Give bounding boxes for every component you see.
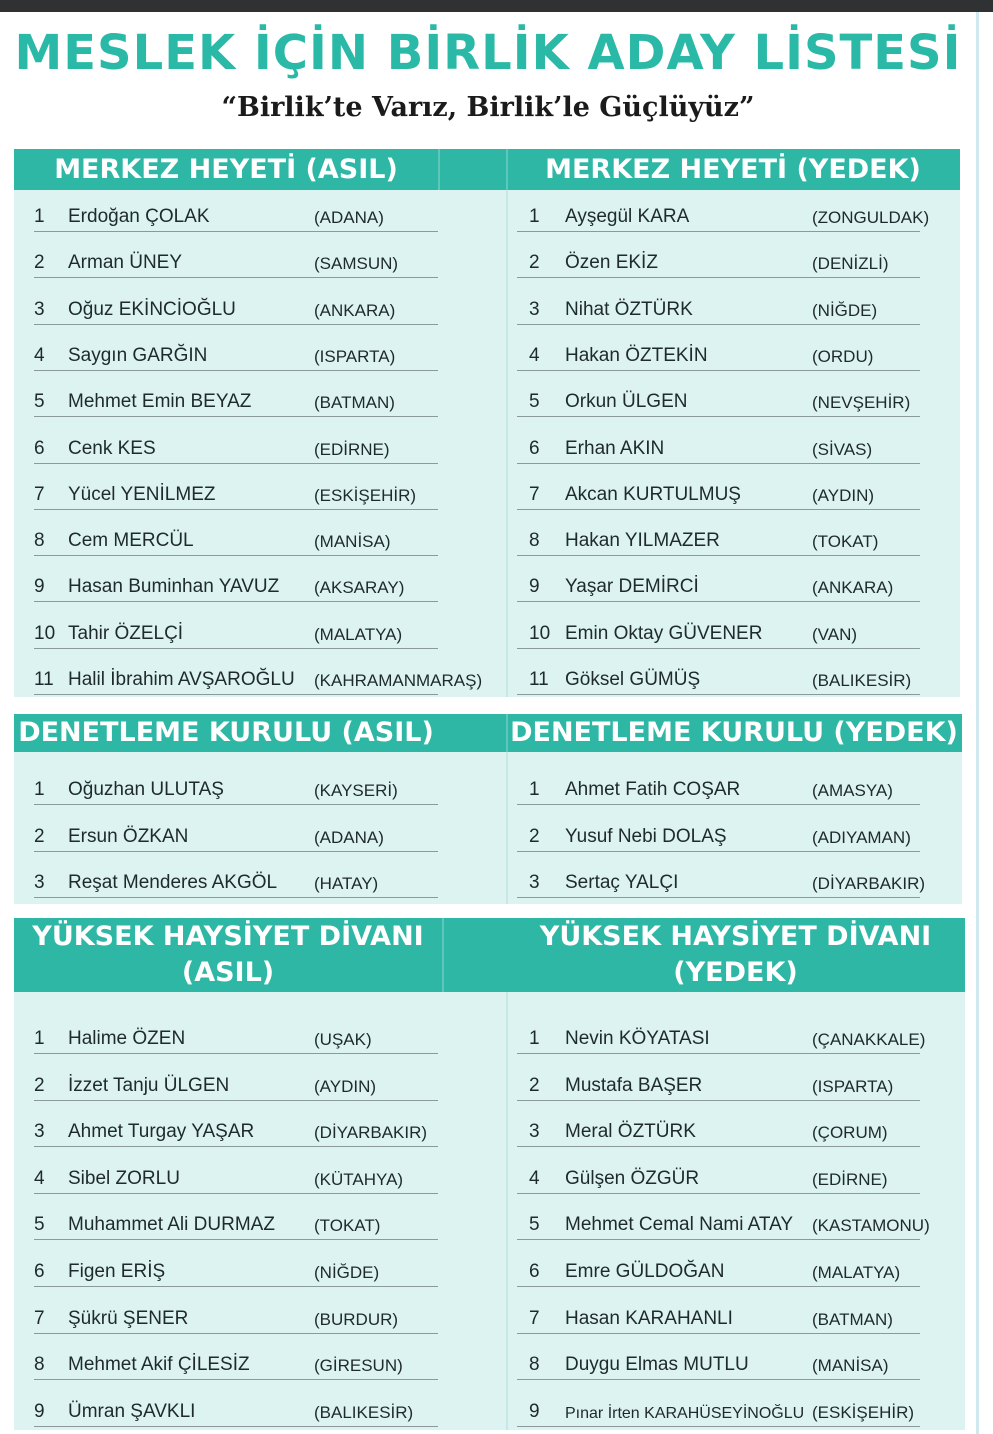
candidate-name: İzzet Tanju ÜLGEN bbox=[68, 1074, 230, 1096]
candidate-name: Erdoğan ÇOLAK bbox=[68, 206, 210, 227]
section-title-asil: DENETLEME KURULU (ASIL) bbox=[18, 717, 434, 748]
candidate-number: 2 bbox=[34, 252, 45, 274]
page-title: MESLEK İÇİN BİRLİK ADAY LİSTESİ bbox=[14, 25, 962, 81]
candidate-city: (ANKARA) bbox=[314, 300, 396, 320]
candidate-name: Emin Oktay GÜVENER bbox=[565, 622, 763, 644]
section-title-yedek: DENETLEME KURULU (YEDEK) bbox=[510, 717, 958, 748]
candidate-number: 8 bbox=[529, 1354, 540, 1376]
candidate-number: 5 bbox=[529, 391, 540, 413]
candidate-name: Erhan AKIN bbox=[565, 437, 665, 459]
candidate-name: Emre GÜLDOĞAN bbox=[565, 1261, 725, 1282]
candidate-city: (UŞAK) bbox=[314, 1030, 372, 1049]
list-item bbox=[14, 852, 962, 898]
candidate-name: Meral ÖZTÜRK bbox=[565, 1121, 696, 1143]
candidate-city: (AMASYA) bbox=[812, 781, 893, 800]
candidate-number: 3 bbox=[529, 872, 540, 893]
candidate-city: (ESKİŞEHİR) bbox=[812, 1402, 915, 1422]
candidate-city: (MANİSA) bbox=[314, 532, 391, 552]
candidate-name: Ersun ÖZKAN bbox=[68, 825, 189, 847]
candidate-name: Oğuzhan ULUTAŞ bbox=[68, 779, 224, 800]
candidate-number: 11 bbox=[529, 669, 549, 690]
candidate-name: Özen EKİZ bbox=[565, 252, 658, 274]
candidate-city: (MANİSA) bbox=[812, 1356, 889, 1376]
candidate-name: Hakan YILMAZER bbox=[565, 530, 720, 552]
candidate-number: 2 bbox=[34, 1074, 45, 1096]
list-item bbox=[14, 1288, 965, 1334]
row-rule bbox=[517, 1426, 920, 1427]
candidate-number: 9 bbox=[529, 576, 540, 598]
candidate-city: (ANKARA) bbox=[812, 578, 894, 598]
candidate-name: Saygın GARĞIN bbox=[68, 344, 208, 366]
list-item bbox=[14, 232, 960, 278]
candidate-number: 9 bbox=[529, 1400, 540, 1422]
candidate-city: (EDİRNE) bbox=[812, 1169, 888, 1189]
candidate-city: (ÇANAKKALE) bbox=[812, 1030, 926, 1049]
candidate-city: (BALIKESİR) bbox=[812, 671, 912, 690]
candidate-number: 11 bbox=[34, 669, 54, 690]
candidate-number: 8 bbox=[34, 1354, 45, 1376]
candidate-city: (ISPARTA) bbox=[314, 346, 396, 366]
candidate-name: Sertaç YALÇI bbox=[565, 872, 679, 893]
candidate-name: Akcan KURTULMUŞ bbox=[565, 483, 741, 505]
candidate-number: 1 bbox=[529, 206, 540, 227]
candidate-number: 4 bbox=[529, 1167, 540, 1189]
list-item bbox=[14, 1101, 965, 1147]
candidate-name: Figen ERİŞ bbox=[68, 1261, 166, 1282]
candidate-name: Reşat Menderes AKGÖL bbox=[68, 872, 278, 893]
candidate-name: Mehmet Cemal Nami ATAY bbox=[565, 1214, 794, 1236]
candidate-city: (BALIKESİR) bbox=[314, 1402, 414, 1422]
list-item bbox=[14, 1194, 965, 1240]
candidate-city: (AYDIN) bbox=[314, 1076, 377, 1096]
candidate-name: Muhammet Ali DURMAZ bbox=[68, 1214, 275, 1236]
list-item bbox=[14, 1334, 965, 1380]
candidate-city: (KASTAMONU) bbox=[812, 1216, 930, 1236]
candidate-city: (HATAY) bbox=[314, 874, 379, 893]
candidate-name: Mehmet Emin BEYAZ bbox=[68, 391, 252, 413]
candidate-name: Oğuz EKİNCİOĞLU bbox=[68, 298, 236, 320]
candidate-number: 2 bbox=[529, 252, 540, 274]
candidate-name: Mehmet Akif ÇİLESİZ bbox=[68, 1354, 250, 1376]
section-yuksek-haysiyet-divani bbox=[14, 918, 965, 1430]
section-denetleme-kurulu bbox=[14, 714, 962, 904]
list-item bbox=[14, 1055, 965, 1101]
candidate-name: Hakan ÖZTEKİN bbox=[565, 344, 708, 366]
candidate-number: 1 bbox=[529, 779, 540, 800]
candidate-number: 5 bbox=[34, 1214, 45, 1236]
candidate-number: 2 bbox=[34, 825, 45, 847]
candidate-number: 6 bbox=[34, 1261, 45, 1282]
candidate-number: 1 bbox=[34, 779, 45, 800]
candidate-name: Mustafa BAŞER bbox=[565, 1074, 703, 1096]
candidate-number: 6 bbox=[529, 437, 540, 459]
candidate-city: (DİYARBAKIR) bbox=[314, 1123, 428, 1143]
candidate-city: (NİĞDE) bbox=[314, 1263, 380, 1282]
candidate-city: (VAN) bbox=[812, 624, 858, 644]
candidate-name: Cem MERCÜL bbox=[68, 530, 194, 552]
candidate-city: (ADANA) bbox=[314, 827, 384, 847]
candidate-name: Yusuf Nebi DOLAŞ bbox=[565, 825, 727, 847]
list-item bbox=[14, 418, 960, 464]
section-title-asil: MERKEZ HEYETİ (ASIL) bbox=[54, 153, 398, 185]
candidate-number: 10 bbox=[529, 622, 551, 644]
section-header bbox=[14, 918, 965, 992]
candidate-name: Duygu Elmas MUTLU bbox=[565, 1354, 749, 1376]
candidate-name: Arman ÜNEY bbox=[68, 252, 183, 274]
candidate-city: (ÇORUM) bbox=[812, 1123, 888, 1143]
candidate-name: Yücel YENİLMEZ bbox=[68, 483, 216, 505]
candidate-name: Orkun ÜLGEN bbox=[565, 391, 688, 413]
page-edge bbox=[976, 12, 979, 1434]
candidate-number: 4 bbox=[34, 1167, 45, 1189]
candidate-city: (ADIYAMAN) bbox=[812, 827, 911, 847]
candidate-number: 3 bbox=[529, 298, 540, 320]
candidate-city: (DİYARBAKIR) bbox=[812, 874, 926, 893]
candidate-number: 8 bbox=[34, 530, 45, 552]
candidate-number: 9 bbox=[34, 1400, 45, 1422]
candidate-number: 5 bbox=[529, 1214, 540, 1236]
candidate-name: Ümran ŞAVKLI bbox=[68, 1400, 196, 1422]
candidate-city: (BURDUR) bbox=[314, 1309, 399, 1329]
candidate-name: Şükrü ŞENER bbox=[68, 1307, 189, 1329]
candidate-name: Nevin KÖYATASI bbox=[565, 1028, 710, 1049]
candidate-name: Sibel ZORLU bbox=[68, 1167, 180, 1189]
candidate-number: 9 bbox=[34, 576, 45, 598]
candidate-name: Ayşegül KARA bbox=[565, 206, 690, 227]
section-title-yedek: YÜKSEK HAYSİYET DİVANI (YEDEK) bbox=[539, 921, 932, 988]
candidate-city: (MALATYA) bbox=[812, 1263, 901, 1282]
candidate-number: 3 bbox=[34, 872, 45, 893]
candidate-number: 7 bbox=[529, 1307, 540, 1329]
candidate-number: 2 bbox=[529, 825, 540, 847]
candidate-name: Halime ÖZEN bbox=[68, 1028, 186, 1049]
list-item bbox=[14, 279, 960, 325]
candidate-number: 3 bbox=[34, 1121, 45, 1143]
candidate-city: (NİĞDE) bbox=[812, 300, 878, 320]
candidate-city: (EDİRNE) bbox=[314, 439, 390, 459]
candidate-city: (GİRESUN) bbox=[314, 1356, 403, 1376]
header-divider bbox=[438, 149, 440, 190]
candidate-city: (ZONGULDAK) bbox=[812, 208, 930, 227]
candidate-name: Pınar İrten KARAHÜSEYİNOĞLU bbox=[565, 1404, 805, 1422]
list-item bbox=[14, 371, 960, 417]
candidate-name: Cenk KES bbox=[68, 437, 156, 459]
candidate-number: 1 bbox=[34, 1028, 45, 1049]
candidate-city: (KÜTAHYA) bbox=[314, 1169, 404, 1189]
list-item bbox=[14, 1148, 965, 1194]
list-item bbox=[14, 1381, 965, 1427]
candidate-number: 6 bbox=[529, 1261, 540, 1282]
candidate-city: (BATMAN) bbox=[314, 393, 395, 413]
candidate-number: 4 bbox=[529, 344, 540, 366]
list-item bbox=[14, 1241, 965, 1287]
list-item bbox=[14, 556, 960, 602]
candidate-number: 6 bbox=[34, 437, 45, 459]
candidate-city: (NEVŞEHİR) bbox=[812, 393, 911, 413]
candidate-city: (AYDIN) bbox=[812, 485, 875, 505]
page-subtitle: “Birlik’te Varız, Birlik’le Güçlüyüz” bbox=[221, 92, 755, 123]
candidate-city: (MALATYA) bbox=[314, 624, 403, 644]
candidate-name: Ahmet Fatih COŞAR bbox=[565, 779, 741, 800]
section-header bbox=[14, 714, 962, 752]
list-item bbox=[14, 510, 960, 556]
list-item bbox=[14, 186, 960, 232]
candidate-city: (AKSARAY) bbox=[314, 578, 405, 598]
candidate-name: Hasan Buminhan YAVUZ bbox=[68, 576, 280, 598]
list-item bbox=[14, 603, 960, 649]
candidate-number: 1 bbox=[529, 1028, 540, 1049]
top-bar bbox=[0, 0, 993, 12]
candidate-city: (ESKİŞEHİR) bbox=[314, 485, 417, 505]
candidate-number: 8 bbox=[529, 530, 540, 552]
candidate-city: (KAYSERİ) bbox=[314, 781, 398, 800]
list-item bbox=[14, 464, 960, 510]
candidate-name: Gülşen ÖZGÜR bbox=[565, 1167, 700, 1189]
list-item bbox=[14, 325, 960, 371]
candidate-name: Göksel GÜMÜŞ bbox=[565, 669, 701, 690]
section-title-yedek: MERKEZ HEYETİ (YEDEK) bbox=[545, 153, 921, 185]
candidate-name: Ahmet Turgay YAŞAR bbox=[68, 1121, 255, 1143]
section-header bbox=[14, 149, 960, 190]
candidate-city: (ORDU) bbox=[812, 346, 874, 366]
candidate-name: Nihat ÖZTÜRK bbox=[565, 298, 693, 320]
candidate-city: (SAMSUN) bbox=[314, 254, 399, 274]
row-rule bbox=[517, 694, 920, 695]
candidate-number: 10 bbox=[34, 622, 56, 644]
candidate-name: Tahir ÖZELÇİ bbox=[68, 622, 184, 644]
candidate-city: (DENİZLİ) bbox=[812, 254, 889, 274]
row-rule bbox=[517, 897, 920, 898]
candidate-number: 2 bbox=[529, 1074, 540, 1096]
list-item bbox=[14, 759, 962, 805]
list-item bbox=[14, 806, 962, 852]
candidate-city: (SİVAS) bbox=[812, 439, 873, 459]
list-item bbox=[14, 1008, 965, 1054]
candidate-number: 7 bbox=[34, 1307, 45, 1329]
candidate-name: Yaşar DEMİRCİ bbox=[565, 576, 699, 598]
candidate-number: 5 bbox=[34, 391, 45, 413]
candidate-number: 3 bbox=[34, 298, 45, 320]
header-divider bbox=[442, 918, 444, 992]
list-item bbox=[14, 649, 960, 695]
candidate-name: Halil İbrahim AVŞAROĞLU bbox=[68, 669, 295, 690]
candidate-number: 7 bbox=[34, 483, 45, 505]
candidate-number: 4 bbox=[34, 344, 45, 366]
section-title-asil: YÜKSEK HAYSİYET DİVANI (ASIL) bbox=[32, 921, 424, 988]
candidate-city: (KAHRAMANMARAŞ) bbox=[314, 671, 483, 690]
section-merkez-heyeti bbox=[14, 149, 960, 697]
candidate-number: 7 bbox=[529, 483, 540, 505]
candidate-city: (BATMAN) bbox=[812, 1309, 893, 1329]
candidate-city: (TOKAT) bbox=[812, 532, 879, 552]
candidate-number: 3 bbox=[529, 1121, 540, 1143]
candidate-city: (ISPARTA) bbox=[812, 1076, 894, 1096]
candidate-city: (TOKAT) bbox=[314, 1216, 381, 1236]
candidate-number: 1 bbox=[34, 206, 45, 227]
candidate-city: (ADANA) bbox=[314, 208, 384, 227]
candidate-name: Hasan KARAHANLI bbox=[565, 1307, 733, 1329]
